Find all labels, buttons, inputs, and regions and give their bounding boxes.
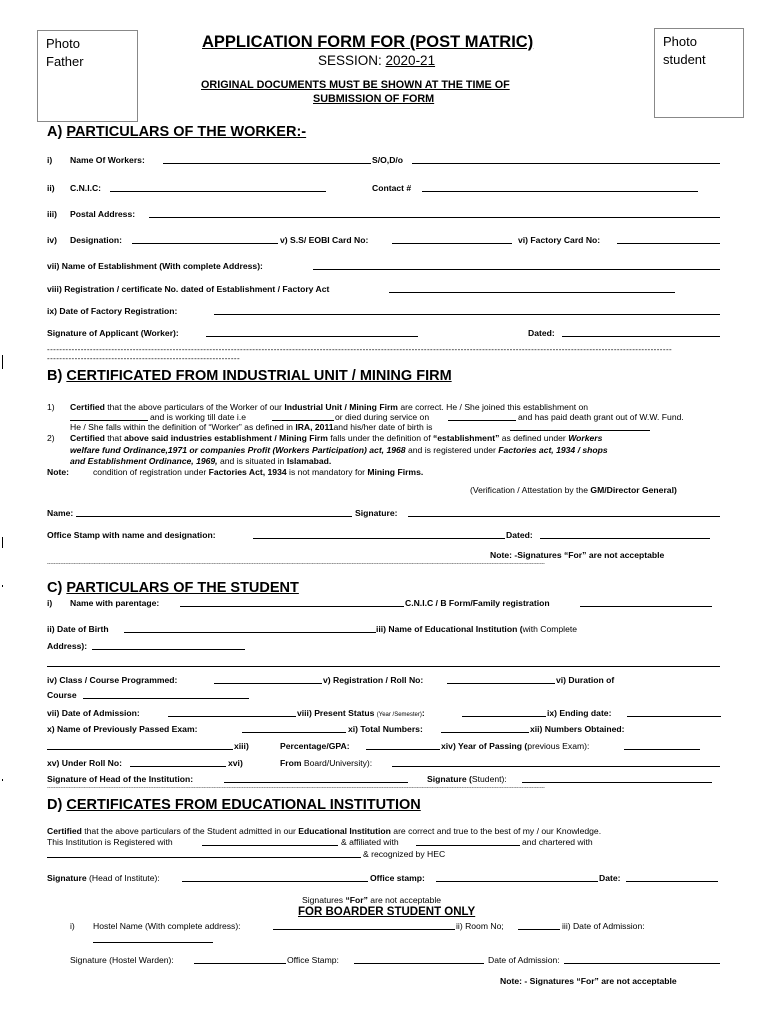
text: xiv) Year of Passing ( <box>441 741 528 751</box>
c-xiii-label: xiii) <box>234 741 249 751</box>
factory-registration-date-field[interactable] <box>214 314 720 315</box>
student-signature-field[interactable] <box>522 782 712 783</box>
a-dated-label: Dated: <box>528 328 555 338</box>
photo-father-box: Photo Father <box>37 30 138 122</box>
worker-eobi-field[interactable] <box>392 243 512 244</box>
header-note-2: SUBMISSION OF FORM <box>313 93 435 105</box>
worker-parent-field[interactable] <box>412 163 720 164</box>
text: Mining Firms. <box>367 467 424 477</box>
d-affiliated-label: & affiliated with <box>341 837 399 847</box>
d-signature-note <box>302 895 441 905</box>
a-postal-label: Postal Address: <box>70 209 136 219</box>
year-passing-field[interactable] <box>624 749 700 750</box>
margin-mark <box>2 355 3 369</box>
gm-signature-field[interactable] <box>408 516 720 517</box>
section-a-heading <box>47 124 306 140</box>
d-chartered-label: and chartered with <box>522 837 593 847</box>
c-student-sig-label <box>427 774 507 784</box>
text: that the above particulars of the Student admitted in our <box>81 826 299 836</box>
b-name-label: Name: <box>47 508 74 518</box>
dob-field[interactable] <box>510 430 650 431</box>
c-exam-label: x) Name of Previously Passed Exam: <box>47 724 198 734</box>
a-establishment-label: vii) Name of Establishment (With complete Address): <box>47 261 263 271</box>
c-cnic-label: C.N.I.C / B Form/Family registration <box>405 598 550 608</box>
section-b-heading <box>47 368 452 384</box>
warden-stamp-field[interactable] <box>354 963 484 964</box>
hostel-admission-date-field[interactable] <box>564 963 720 964</box>
form-title: APPLICATION FORM FOR (POST MATRIC) <box>202 33 534 51</box>
course-duration-field[interactable] <box>83 698 249 699</box>
text: welfare fund Ordinance,1971 or companies Profit (Workers Participation) act, 1968 <box>70 445 406 455</box>
a-worker-name-label: Name Of Workers: <box>70 155 145 165</box>
worker-designation-field[interactable] <box>132 243 278 244</box>
a-factory-card-label: vi) Factory Card No: <box>518 235 601 245</box>
text: that the above particulars of the Worker of our <box>104 402 285 412</box>
c-course-label: Course <box>47 690 77 700</box>
d-hostel-label: Hostel Name (With complete address): <box>93 921 241 931</box>
d-hostel-num: i) <box>70 921 75 931</box>
previous-exam-field[interactable] <box>242 732 346 733</box>
a-contact-label: Contact # <box>372 183 412 193</box>
text: Islamabad. <box>286 456 332 466</box>
text: are correct. He / She joined this establishment on <box>397 402 589 412</box>
c-head-sig-label: Signature of Head of the Institution: <box>47 774 194 784</box>
institution-address-field-2[interactable] <box>47 666 720 667</box>
section-b-title: CERTIFICATED FROM INDUSTRIAL UNIT / MINING FIRM <box>66 368 452 384</box>
text: Signature: <box>355 508 398 518</box>
head-institute-signature-field[interactable] <box>182 881 368 882</box>
registered-with-field[interactable] <box>202 845 338 846</box>
margin-mark <box>2 779 3 781</box>
text: Educational Institution <box>298 826 391 836</box>
session-label: SESSION: <box>318 53 386 68</box>
text: falls under the definition of <box>327 433 433 443</box>
c-parentage-label: Name with parentage: <box>70 598 160 608</box>
c-roll-label: v) Registration / Roll No: <box>323 675 424 685</box>
c-duration-label: vi) Duration of <box>556 675 615 685</box>
student-cnic-field[interactable] <box>580 606 712 607</box>
text: Factories Act, 1934 <box>208 467 287 477</box>
b-p1-line3 <box>70 422 432 432</box>
numbers-obtained-field[interactable] <box>47 749 233 750</box>
b-signature-note: Note: -Signatures “For” are not acceptable <box>490 550 665 560</box>
separator-dashes: ----------------------------------------------------------------------------------------------------------------------------------------------------------------------------------------------------------------------------------------------------------------------------------------------------------- <box>47 562 545 567</box>
c-address-label: Address): <box>47 641 88 651</box>
d-warden-stamp-label: Office Stamp: <box>287 955 339 965</box>
ending-date-field[interactable] <box>627 716 721 717</box>
d-registered-label: This Institution is Registered with <box>47 837 173 847</box>
a-eobi-label: v) S.S/ EOBI Card No: <box>280 235 369 245</box>
photo-student-box: Photo student <box>654 28 744 118</box>
b-verification <box>470 485 677 495</box>
text: viii) Present Status <box>297 708 377 718</box>
student-dob-field[interactable] <box>124 632 376 633</box>
worker-cnic-field[interactable] <box>110 191 326 192</box>
text: Board/University): <box>303 758 373 768</box>
b-p2-line3 <box>70 456 331 466</box>
section-d-title: CERTIFICATES FROM EDUCATIONAL INSTITUTION <box>66 797 421 813</box>
applicant-date-field[interactable] <box>562 336 720 337</box>
b-dated-label: Dated: <box>506 530 533 540</box>
section-d-heading <box>47 797 421 813</box>
a-cnic-label: C.N.I.C: <box>70 183 102 193</box>
final-note: Note: - Signatures “For” are not acceptable <box>500 976 677 986</box>
b-note-text <box>93 467 423 477</box>
total-numbers-field[interactable] <box>441 732 529 733</box>
student-parentage-field[interactable] <box>180 606 404 607</box>
b-stamp-label: Office Stamp with name and designation: <box>47 530 216 540</box>
section-letter: C) <box>47 580 63 596</box>
a-applicant-sig-label: Signature of Applicant (Worker): <box>47 328 179 338</box>
b-p2-num: 2) <box>47 433 55 443</box>
b-note-label: Note: <box>47 467 69 477</box>
c-dob-label: ii) Date of Birth <box>47 624 109 634</box>
b-p1-line2b: or died during service on <box>335 412 430 422</box>
warden-signature-field[interactable] <box>194 963 286 964</box>
section-letter: D) <box>47 797 63 813</box>
section-a-title: PARTICULARS OF THE WORKER:- <box>66 124 307 140</box>
under-roll-field[interactable] <box>130 766 226 767</box>
b-p1-num: 1) <box>47 402 55 412</box>
text: IRA, 2011 <box>295 422 334 432</box>
class-course-field[interactable] <box>214 683 322 684</box>
c-xvi-label: xvi) <box>228 758 243 768</box>
header-note-1: ORIGINAL DOCUMENTS MUST BE SHOWN AT THE TIME OF <box>201 79 510 91</box>
c-rollno-label: xv) Under Roll No: <box>47 758 122 768</box>
margin-mark <box>2 537 3 548</box>
text: Signature <box>47 873 87 883</box>
section-letter: B) <box>47 368 63 384</box>
section-letter: A) <box>47 124 63 140</box>
worker-factory-card-field[interactable] <box>617 243 720 244</box>
c-class-label: iv) Class / Course Programmed: <box>47 675 178 685</box>
text: with Complete <box>522 624 578 634</box>
session <box>318 53 435 68</box>
text: previous Exam): <box>527 741 590 751</box>
head-signature-field[interactable] <box>224 782 408 783</box>
a-row1-num: i) <box>47 155 53 165</box>
a-row4-num: iv) <box>47 235 58 245</box>
text: Student): <box>471 774 507 784</box>
text: that <box>104 433 124 443</box>
boarder-heading: FOR BOARDER STUDENT ONLY <box>298 906 476 918</box>
b-p1-line2c: and has paid death grant out of W.W. Fund. <box>518 412 684 422</box>
institute-stamp-field[interactable] <box>436 881 598 882</box>
text: Signature ( <box>427 774 472 784</box>
certified-word: Certified <box>70 402 105 412</box>
text: are not acceptable <box>367 895 442 905</box>
session-value: 2020-21 <box>385 53 436 68</box>
text: (Year /Semester) <box>376 712 422 718</box>
c-institution-label <box>376 624 577 634</box>
text: From <box>280 758 304 768</box>
registration-certificate-field[interactable] <box>389 292 675 293</box>
text: and is registered under <box>405 445 499 455</box>
section-c-title: PARTICULARS OF THE STUDENT <box>66 580 299 596</box>
a-row3-num: iii) <box>47 209 58 219</box>
b-p2-line1 <box>70 433 602 443</box>
d-warden-label: Signature (Hostel Warden): <box>70 955 174 965</box>
institution-address-field[interactable] <box>92 649 245 650</box>
section-c-heading <box>47 580 299 596</box>
d-date-label: Date: <box>599 873 621 883</box>
room-no-field[interactable] <box>518 929 560 930</box>
text: “establishment” <box>432 433 500 443</box>
b-p1-line1 <box>70 402 588 412</box>
establishment-field[interactable] <box>313 269 720 270</box>
text: Industrial Unit / Mining Firm <box>284 402 398 412</box>
certified-word: Certified <box>47 826 82 836</box>
died-date-field[interactable] <box>448 420 516 421</box>
separator-dashes: ----------------------------------------------------------------------------------------------------------------------------------------------------------------------------------------------------------------------------------------------------------------------------------------------------------- <box>47 786 545 791</box>
text: as defined under <box>499 433 569 443</box>
text: Signatures <box>302 895 346 905</box>
c-status-label <box>297 708 425 718</box>
b-signature-label <box>355 508 398 518</box>
institute-date-field[interactable] <box>626 881 718 882</box>
text: Factories act, 1934 / shops <box>498 445 608 455</box>
text: “For” <box>345 895 368 905</box>
d-head-sig-label <box>47 873 160 883</box>
gpa-field[interactable] <box>366 749 440 750</box>
certified-word: Certified <box>70 433 105 443</box>
text: and Establishment Ordinance, 1969, <box>70 456 218 466</box>
d-admission2-label: Date of Admission: <box>488 955 560 965</box>
affiliated-with-field[interactable] <box>416 845 520 846</box>
text: condition of registration under <box>93 467 209 477</box>
c-ending-label: ix) Ending date: <box>547 708 612 718</box>
a-row2-num: ii) <box>47 183 55 193</box>
text: and is situated in <box>217 456 287 466</box>
c-board-label <box>280 758 372 768</box>
text: are correct and true to the best of my / our Knowledge. <box>390 826 602 836</box>
gm-name-field[interactable] <box>76 516 352 517</box>
worker-name-field[interactable] <box>163 163 371 164</box>
chartered-with-field[interactable] <box>47 857 361 858</box>
board-university-field[interactable] <box>392 766 720 767</box>
a-factory-reg-date-label: ix) Date of Factory Registration: <box>47 306 178 316</box>
c-row1-num: i) <box>47 598 53 608</box>
hostel-name-field[interactable] <box>273 929 455 930</box>
text: (Head of Institute): <box>86 873 160 883</box>
d-hostel-admission-label: iii) Date of Admission: <box>562 921 645 931</box>
joined-date-field[interactable] <box>70 420 148 421</box>
c-obtained-label: xii) Numbers Obtained: <box>530 724 625 734</box>
c-total-label: xi) Total Numbers: <box>348 724 423 734</box>
text: Workers <box>568 433 603 443</box>
text: : <box>421 708 425 718</box>
text: and his/her date of birth is <box>333 422 433 432</box>
separator-dashes: --------------------------------------------------------------- <box>47 355 241 363</box>
text: above said industries establishment / Mining Firm <box>123 433 328 443</box>
admission-date-field[interactable] <box>168 716 296 717</box>
d-stamp-label: Office stamp: <box>370 873 425 883</box>
a-sodo-label: S/O,D/o <box>372 155 404 165</box>
d-room-label: ii) Room No; <box>456 921 504 931</box>
text: He / She falls within the definition of “Worker” as defined in <box>70 422 296 432</box>
text: (Verification / Attestation by the <box>470 485 591 495</box>
margin-mark <box>2 585 3 587</box>
working-till-field[interactable] <box>272 420 334 421</box>
worker-postal-field[interactable] <box>149 217 720 218</box>
office-stamp-field[interactable] <box>253 538 505 539</box>
gm-date-field[interactable] <box>540 538 710 539</box>
separator-dashes: ------------------------------------------------------------------------------------------------------------------------------------------------------------------------------------------------------------ <box>47 346 673 354</box>
registration-roll-field[interactable] <box>447 683 555 684</box>
text: GM/Director General) <box>590 485 677 495</box>
a-registration-label: viii) Registration / certificate No. dated of Establishment / Factory Act <box>47 284 330 294</box>
b-p2-line2 <box>70 445 608 455</box>
hostel-address-field-2[interactable] <box>93 942 213 943</box>
a-designation-label: Designation: <box>70 235 123 245</box>
c-year-label <box>441 741 589 751</box>
present-status-field[interactable] <box>462 716 546 717</box>
worker-contact-field[interactable] <box>422 191 698 192</box>
text: iii) Name of Educational Institution ( <box>376 624 523 634</box>
applicant-signature-field[interactable] <box>206 336 418 337</box>
c-admission-label: vii) Date of Admission: <box>47 708 140 718</box>
b-p1-line2a: and is working till date i.e <box>150 412 247 422</box>
text: is not mandatory for <box>286 467 368 477</box>
d-para-line1 <box>47 826 601 836</box>
c-gpa-label: Percentage/GPA: <box>280 741 350 751</box>
d-hec-label: & recognized by HEC <box>363 849 446 859</box>
